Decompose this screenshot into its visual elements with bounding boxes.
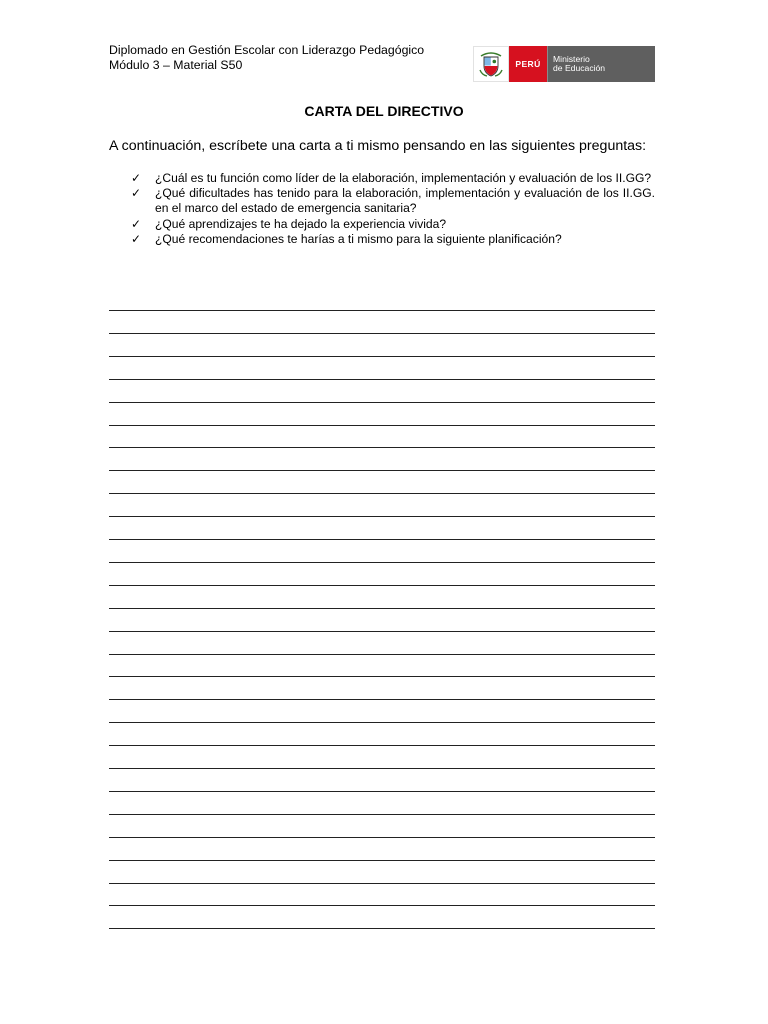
list-item [109, 217, 655, 232]
writing-line [109, 814, 655, 815]
writing-line [109, 791, 655, 792]
check-icon: ✓ [131, 186, 142, 201]
writing-line [109, 379, 655, 380]
writing-line [109, 676, 655, 677]
writing-line [109, 745, 655, 746]
writing-line [109, 493, 655, 494]
writing-line [109, 631, 655, 632]
writing-line [109, 654, 655, 655]
writing-line [109, 860, 655, 861]
writing-line [109, 837, 655, 838]
writing-line [109, 562, 655, 563]
writing-line [109, 699, 655, 700]
ministry-line-1: Ministerio [553, 53, 590, 64]
writing-line [109, 768, 655, 769]
question-list [109, 171, 655, 247]
module-label: Módulo 3 – Material S50 [109, 57, 243, 72]
ministry-logo [473, 46, 655, 82]
peru-label: PERÚ [509, 46, 547, 82]
writing-line [109, 905, 655, 906]
check-icon: ✓ [131, 231, 142, 246]
writing-line [109, 928, 655, 929]
course-title: Diplomado en Gestión Escolar con Liderazgo Pedagógico [109, 43, 425, 57]
writing-area[interactable] [109, 300, 655, 940]
ministry-line-2: de Educación [553, 63, 606, 73]
writing-line [109, 402, 655, 403]
page-title: CARTA DEL DIRECTIVO [304, 103, 464, 119]
writing-line [109, 608, 655, 609]
writing-line [109, 333, 655, 334]
writing-line [109, 425, 655, 426]
writing-line [109, 356, 655, 357]
writing-line [109, 585, 655, 586]
question-text: ¿Qué recomendaciones te harías a ti mismo para la siguiente planificación? [155, 231, 562, 246]
writing-line [109, 516, 655, 517]
list-item [109, 171, 655, 186]
writing-line [109, 470, 655, 471]
question-text: ¿Cuál es tu función como líder de la elaboración, implementación y evaluación de los II.GG? [155, 171, 652, 185]
writing-line [109, 310, 655, 311]
question-text: ¿Qué dificultades has tenido para la elaboración, implementación y evaluación de los II.GG. en el marco del estado de emergencia sanitaria? [155, 186, 655, 216]
check-icon: ✓ [131, 216, 142, 231]
ministry-name [547, 46, 655, 82]
document-header [109, 43, 424, 72]
coat-of-arms-icon [473, 46, 509, 82]
check-icon: ✓ [131, 171, 142, 185]
writing-line [109, 883, 655, 884]
writing-line [109, 447, 655, 448]
question-text: ¿Qué aprendizajes te ha dejado la experiencia vivida? [155, 216, 447, 231]
writing-line [109, 539, 655, 540]
list-item [109, 186, 655, 216]
intro-paragraph: A continuación, escríbete una carta a ti mismo pensando en las siguientes preguntas: [109, 138, 647, 154]
writing-line [109, 722, 655, 723]
list-item [109, 232, 655, 247]
